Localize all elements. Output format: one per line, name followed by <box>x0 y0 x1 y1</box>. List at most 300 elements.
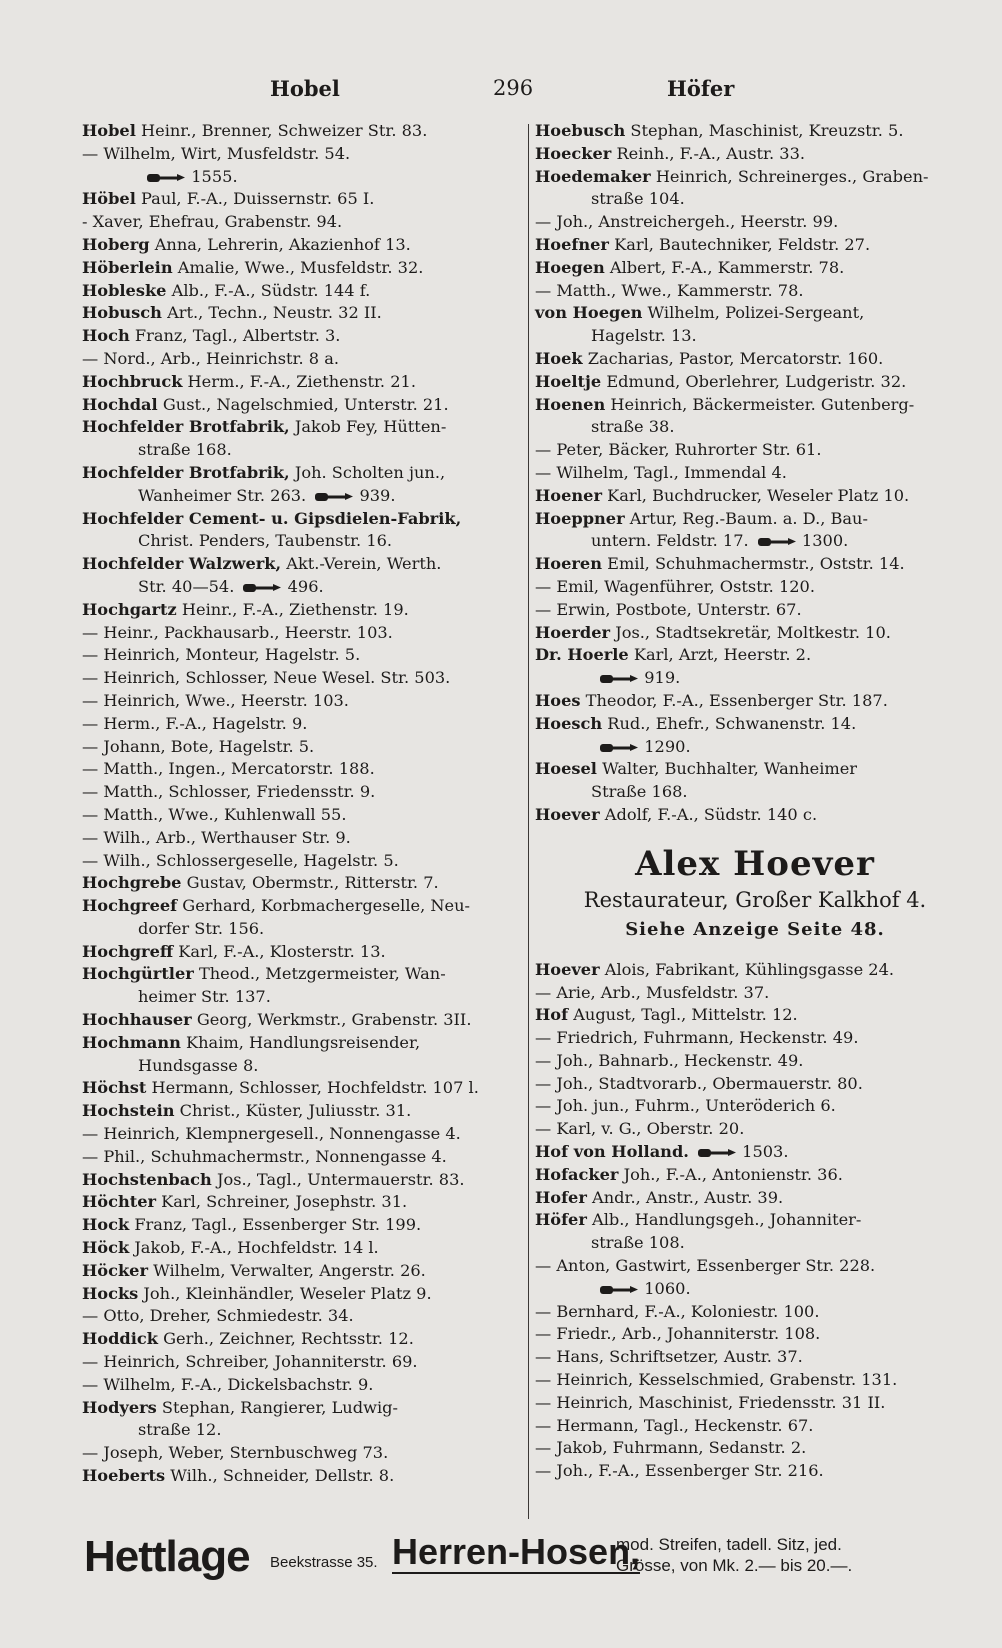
entry-text: — Heinrich, Maschinist, Friedensstr. 31 II. <box>535 1392 886 1412</box>
telephone-receiver-icon <box>314 490 354 503</box>
directory-entry <box>82 1305 522 1328</box>
entry-text: — Friedrich, Fuhrmann, Heckenstr. 49. <box>535 1028 859 1048</box>
entry-text: — Erwin, Postbote, Unterstr. 67. <box>535 599 802 619</box>
directory-entry <box>82 1283 522 1306</box>
entry-text: — Hermann, Tagl., Heckenstr. 67. <box>535 1415 814 1435</box>
directory-entry <box>82 257 522 280</box>
telephone-receiver-icon <box>599 741 639 754</box>
entry-text: Gust., Nagelschmied, Unterstr. 21. <box>157 394 449 414</box>
entry-text: straße 104. <box>591 189 685 209</box>
entry-text: Edmund, Oberlehrer, Ludgeristr. 32. <box>601 371 907 391</box>
directory-entry <box>535 1118 975 1141</box>
entry-text: — Heinrich, Kesselschmied, Grabenstr. 131. <box>535 1370 898 1390</box>
entry-text: Str. 40—54. <box>138 576 235 596</box>
entry-text: Jakob, F.-A., Hochfeldstr. 14 l. <box>129 1238 379 1258</box>
entry-text: Stephan, Rangierer, Ludwig- <box>156 1397 398 1417</box>
entry-text: Herm., F.-A., Ziethenstr. 21. <box>182 371 416 391</box>
entry-text: — Joh., Bahnarb., Heckenstr. 49. <box>535 1050 804 1070</box>
entry-text: Stephan, Maschinist, Kreuzstr. 5. <box>625 121 904 140</box>
directory-entry <box>535 1095 975 1118</box>
entry-name: Dr. Hoerle <box>535 645 629 665</box>
directory-entry <box>82 804 522 827</box>
footer-product: Herren-Hosen, <box>392 1531 641 1572</box>
entry-text: — Wilh., Schlossergeselle, Hagelstr. 5. <box>82 850 399 870</box>
entry-phone-number: 939. <box>359 485 396 505</box>
entry-name: Hobusch <box>82 303 162 323</box>
entry-text: — Joh., F.-A., Essenberger Str. 216. <box>535 1461 824 1481</box>
entry-name: Hoesel <box>535 759 597 779</box>
entry-text: straße 38. <box>591 417 675 437</box>
entry-text: — Joh., Anstreichergeh., Heerstr. 99. <box>535 212 839 232</box>
directory-entry <box>535 530 975 553</box>
directory-entry <box>535 599 975 622</box>
directory-entry <box>82 234 522 257</box>
footer-street: Beekstrasse 35. <box>270 1554 378 1571</box>
entry-name: Höcker <box>82 1260 148 1280</box>
directory-entry <box>535 280 975 303</box>
directory-entry <box>82 143 522 166</box>
directory-entry <box>82 439 522 462</box>
directory-entry <box>535 1301 975 1324</box>
directory-entry <box>535 439 975 462</box>
directory-entry <box>82 462 522 485</box>
entry-text: Wanheimer Str. 263. <box>138 485 307 505</box>
directory-entry <box>535 325 975 348</box>
entry-text: Joh. Scholten jun., <box>289 462 446 482</box>
directory-entry <box>82 872 522 895</box>
entry-text: Alb., F.-A., Südstr. 144 f. <box>166 280 371 300</box>
entry-text: Alois, Fabrikant, Kühlingsgasse 24. <box>599 959 895 979</box>
entry-text: Hundsgasse 8. <box>138 1055 259 1075</box>
directory-entry <box>82 302 522 325</box>
entry-name: Hochhauser <box>82 1010 192 1030</box>
entry-text: — Matth., Wwe., Kammerstr. 78. <box>535 280 804 300</box>
entry-text: — Heinr., Packhausarb., Heerstr. 103. <box>82 622 393 642</box>
ad-name: Alex Hoever <box>635 843 875 884</box>
entry-text: Gustav, Obermstr., Ritterstr. 7. <box>181 873 439 893</box>
directory-entry <box>82 713 522 736</box>
entry-phone-number: 496. <box>287 576 324 596</box>
directory-entry <box>535 462 975 485</box>
entry-text: untern. Feldstr. 17. <box>591 531 749 551</box>
directory-entry <box>82 736 522 759</box>
directory-entry <box>82 1169 522 1192</box>
entry-text: Art., Techn., Neustr. 32 II. <box>161 303 382 323</box>
entry-text: Alb., Handlungsgeh., Johanniter- <box>586 1210 862 1230</box>
entry-text: — Joseph, Weber, Sternbuschweg 73. <box>82 1443 389 1463</box>
directory-entry <box>535 257 975 280</box>
entry-text: — Karl, v. G., Oberstr. 20. <box>535 1119 745 1139</box>
directory-entry <box>82 1077 522 1100</box>
directory-entry <box>535 1187 975 1210</box>
footer-desc-line1: mod. Streifen, tadell. Sitz, jed. <box>616 1535 842 1554</box>
directory-entry <box>535 1392 975 1415</box>
directory-entry <box>535 1369 975 1392</box>
entry-name: Hobleske <box>82 280 167 300</box>
entry-name: Hochfelder Cement- u. Gipsdielen-Fabrik, <box>82 508 462 528</box>
entry-name: Hochmann <box>82 1032 181 1052</box>
directory-entry <box>82 644 522 667</box>
entry-text: dorfer Str. 156. <box>138 918 265 938</box>
entry-name: Hof <box>535 1005 569 1025</box>
ad-line: Restaurateur, Großer Kalkhof 4. <box>583 887 927 912</box>
directory-entry <box>82 827 522 850</box>
entry-text: Gerh., Zeichner, Rechtsstr. 12. <box>157 1329 414 1349</box>
entry-text: Gerhard, Korbmachergeselle, Neu- <box>177 896 471 916</box>
entry-name: Hochgreef <box>82 896 178 916</box>
entry-name: Hochgreff <box>82 941 174 961</box>
entry-name: Hoddick <box>82 1329 158 1349</box>
directory-entry <box>82 325 522 348</box>
entry-text: Georg, Werkmstr., Grabenstr. 3II. <box>191 1010 472 1030</box>
entry-name: Hobel <box>82 121 136 140</box>
entry-name: Höchst <box>82 1078 147 1098</box>
directory-entry <box>535 508 975 531</box>
entry-name: Hoek <box>535 348 583 368</box>
entry-text: Adolf, F.-A., Südstr. 140 c. <box>599 804 818 824</box>
entry-text: Karl, Schreiner, Josephstr. 31. <box>156 1192 408 1212</box>
entry-text: Albert, F.-A., Kammerstr. 78. <box>604 257 845 277</box>
column-divider <box>528 124 529 1519</box>
directory-entry <box>82 485 522 508</box>
directory-entry <box>82 576 522 599</box>
directory-entry <box>82 1237 522 1260</box>
entry-name: Hoedemaker <box>535 166 651 186</box>
entry-name: Hoever <box>535 959 600 979</box>
right-column-entries-bottom <box>535 959 975 1483</box>
directory-entry <box>535 758 975 781</box>
directory-entry <box>535 1027 975 1050</box>
entry-text: Zacharias, Pastor, Mercatorstr. 160. <box>582 348 884 368</box>
directory-entry <box>535 371 975 394</box>
directory-entry <box>82 986 522 1009</box>
directory-entry <box>82 394 522 417</box>
entry-name: Hochgürtler <box>82 964 194 984</box>
directory-entry <box>535 211 975 234</box>
entry-name: Höchter <box>82 1192 157 1212</box>
entry-text: Karl, Buchdrucker, Weseler Platz 10. <box>602 485 910 505</box>
entry-text: — Anton, Gastwirt, Essenberger Str. 228. <box>535 1256 876 1276</box>
entry-text: — Phil., Schuhmachermstr., Nonnengasse 4. <box>82 1146 447 1166</box>
directory-entry <box>535 1255 975 1278</box>
entry-text: Christ., Küster, Juliusstr. 31. <box>174 1101 412 1121</box>
directory-entry <box>82 530 522 553</box>
entry-text: Heinr., Brenner, Schweizer Str. 83. <box>135 121 428 140</box>
entry-text: — Friedr., Arb., Johanniterstr. 108. <box>535 1324 821 1344</box>
entry-text: Walter, Buchhalter, Wanheimer <box>596 759 858 779</box>
directory-entry <box>535 348 975 371</box>
telephone-receiver-icon <box>242 581 282 594</box>
entry-text: Wilhelm, Polizei-Sergeant, <box>642 303 865 323</box>
entry-text: Hagelstr. 13. <box>591 326 697 346</box>
directory-entry <box>535 1460 975 1483</box>
entry-text: straße 108. <box>591 1233 685 1253</box>
entry-name: Hoefner <box>535 234 609 254</box>
directory-entry <box>82 553 522 576</box>
directory-entry <box>82 1351 522 1374</box>
directory-entry <box>82 963 522 986</box>
entry-name: Hochstenbach <box>82 1169 212 1189</box>
entry-name: Höck <box>82 1238 130 1258</box>
directory-entry <box>535 690 975 713</box>
entry-text: — Matth., Wwe., Kuhlenwall 55. <box>82 804 347 824</box>
entry-name: Hoebusch <box>535 121 626 140</box>
directory-entry <box>82 850 522 873</box>
entry-text: — Nord., Arb., Heinrichstr. 8 a. <box>82 348 340 368</box>
entry-name: Hoes <box>535 690 581 710</box>
footer-advertisement <box>84 1530 964 1600</box>
entry-phone-number: 919. <box>644 668 681 688</box>
directory-entry <box>82 895 522 918</box>
right-column <box>535 120 975 1483</box>
directory-entry <box>82 918 522 941</box>
directory-entry <box>82 1419 522 1442</box>
entry-text: — Bernhard, F.-A., Koloniestr. 100. <box>535 1301 820 1321</box>
entry-text: — Emil, Wagenführer, Oststr. 120. <box>535 576 815 596</box>
entry-name: Hochfelder Brotfabrik, <box>82 417 290 437</box>
entry-name: Hoberg <box>82 234 150 254</box>
directory-entry <box>535 120 975 143</box>
directory-entry <box>535 1004 975 1027</box>
entry-name: Hoeppner <box>535 508 625 528</box>
directory-entry <box>82 1328 522 1351</box>
entry-phone-number: 1503. <box>742 1142 789 1162</box>
entry-name: Hoerder <box>535 622 611 642</box>
entry-name: Höfer <box>535 1210 587 1230</box>
page-number: 296 <box>493 76 534 100</box>
entry-text: Straße 168. <box>591 782 688 802</box>
directory-entry <box>82 508 522 531</box>
entry-text: Karl, Bautechniker, Feldstr. 27. <box>608 234 871 254</box>
entry-name: Hoecker <box>535 143 612 163</box>
directory-entry <box>82 1442 522 1465</box>
directory-entry <box>82 1397 522 1420</box>
telephone-receiver-icon <box>757 535 797 548</box>
entry-text: — Arie, Arb., Musfeldstr. 37. <box>535 982 770 1002</box>
directory-entry <box>535 982 975 1005</box>
directory-entry <box>535 1050 975 1073</box>
entry-name: Hock <box>82 1215 130 1235</box>
directory-entry <box>82 1146 522 1169</box>
entry-text: — Herm., F.-A., Hagelstr. 9. <box>82 713 308 733</box>
entry-name: Hoeltje <box>535 371 602 391</box>
entry-name: Hochfelder Brotfabrik, <box>82 462 290 482</box>
entry-text: — Joh., Stadtvorarb., Obermauerstr. 80. <box>535 1073 863 1093</box>
entry-text: — Heinrich, Schreiber, Johanniterstr. 69. <box>82 1352 418 1372</box>
entry-text: Karl, Arzt, Heerstr. 2. <box>628 645 812 665</box>
telephone-receiver-icon <box>599 1283 639 1296</box>
entry-name: Hoener <box>535 485 602 505</box>
entry-text: Franz, Tagl., Essenberger Str. 199. <box>129 1215 422 1235</box>
entry-name: Hof von Holland. <box>535 1142 689 1162</box>
entry-name: Hochgartz <box>82 599 177 619</box>
telephone-receiver-icon <box>697 1146 737 1159</box>
directory-entry <box>535 485 975 508</box>
entry-text: straße 168. <box>138 440 232 460</box>
entry-text: Andr., Anstr., Austr. 39. <box>586 1187 784 1207</box>
directory-entry <box>82 120 522 143</box>
entry-name: Hochgrebe <box>82 873 182 893</box>
directory-entry <box>82 166 522 189</box>
directory-entry <box>82 1055 522 1078</box>
entry-text: — Heinrich, Wwe., Heerstr. 103. <box>82 690 349 710</box>
entry-name: Hoch <box>82 326 130 346</box>
directory-entry <box>535 143 975 166</box>
page-header <box>85 76 957 110</box>
entry-text: straße 12. <box>138 1420 222 1440</box>
entry-text: Jakob Fey, Hütten- <box>289 417 447 437</box>
entry-text: — Heinrich, Schlosser, Neue Wesel. Str. 503. <box>82 668 451 688</box>
directory-entry <box>535 302 975 325</box>
directory-entry <box>82 1123 522 1146</box>
entry-text: Heinr., F.-A., Ziethenstr. 19. <box>176 599 409 619</box>
entry-name: Höbel <box>82 189 136 209</box>
directory-entry <box>535 166 975 189</box>
entry-text: Rud., Ehefr., Schwanenstr. 14. <box>602 713 857 733</box>
entry-text: Akt.-Verein, Werth. <box>281 554 442 574</box>
directory-entry <box>535 667 975 690</box>
entry-text: Theod., Metzgermeister, Wan- <box>193 964 446 984</box>
directory-entry <box>535 713 975 736</box>
directory-entry <box>82 599 522 622</box>
entry-name: Hofer <box>535 1187 587 1207</box>
directory-entry <box>82 416 522 439</box>
entry-text: — Joh. jun., Fuhrm., Unteröderich 6. <box>535 1096 836 1116</box>
right-column-entries-top <box>535 120 975 827</box>
entry-text: Karl, F.-A., Klosterstr. 13. <box>173 941 386 961</box>
directory-entry <box>535 1415 975 1438</box>
directory-entry <box>82 1032 522 1055</box>
entry-name: Hocks <box>82 1283 139 1303</box>
entry-text: heimer Str. 137. <box>138 987 271 1007</box>
directory-entry <box>535 804 975 827</box>
directory-entry <box>82 781 522 804</box>
directory-entry <box>82 941 522 964</box>
entry-text: August, Tagl., Mittelstr. 12. <box>568 1005 798 1025</box>
entry-text: - Xaver, Ehefrau, Grabenstr. 94. <box>82 212 343 232</box>
entry-text: — Heinrich, Klempnergesell., Nonnengasse 4. <box>82 1124 461 1144</box>
directory-entry <box>82 371 522 394</box>
directory-entry <box>535 1073 975 1096</box>
directory-entry <box>82 622 522 645</box>
entry-text: — Matth., Ingen., Mercatorstr. 188. <box>82 759 375 779</box>
directory-entry <box>535 1232 975 1255</box>
footer-brand: Hettlage <box>84 1532 250 1581</box>
directory-entry <box>535 1141 975 1164</box>
entry-text: — Wilhelm, Wirt, Musfeldstr. 54. <box>82 143 351 163</box>
directory-entry <box>535 1437 975 1460</box>
entry-name: Hoever <box>535 804 600 824</box>
directory-entry <box>82 211 522 234</box>
entry-text: Hermann, Schlosser, Hochfeldstr. 107 l. <box>146 1078 479 1098</box>
entry-name: Hoeren <box>535 554 602 574</box>
directory-entry <box>535 1164 975 1187</box>
entry-name: Höberlein <box>82 257 173 277</box>
directory-entry <box>535 781 975 804</box>
directory-entry <box>535 644 975 667</box>
entry-name: Hochfelder Walzwerk, <box>82 554 282 574</box>
entry-name: von Hoegen <box>535 303 643 323</box>
entry-text: — Otto, Dreher, Schmiedestr. 34. <box>82 1306 354 1326</box>
entry-phone-number: 1300. <box>801 531 849 551</box>
directory-entry <box>535 416 975 439</box>
directory-entry <box>82 188 522 211</box>
directory-entry <box>82 1465 522 1488</box>
directory-entry <box>535 1323 975 1346</box>
entry-text: Anna, Lehrerin, Akazienhof 13. <box>149 234 411 254</box>
entry-text: Franz, Tagl., Albertstr. 3. <box>129 326 341 346</box>
entry-name: Hoegen <box>535 257 605 277</box>
header-left-keyword: Hobel <box>270 76 340 101</box>
entry-text: — Hans, Schriftsetzer, Austr. 37. <box>535 1347 803 1367</box>
entry-text: — Peter, Bäcker, Ruhrorter Str. 61. <box>535 440 822 460</box>
entry-phone-number: 1060. <box>644 1278 691 1298</box>
directory-entry <box>82 1214 522 1237</box>
directory-entry <box>535 188 975 211</box>
entry-text: Christ. Penders, Taubenstr. 16. <box>138 531 393 551</box>
directory-entry <box>535 553 975 576</box>
entry-name: Hodyers <box>82 1397 157 1417</box>
directory-entry <box>535 1346 975 1369</box>
entry-text: Joh., Kleinhändler, Weseler Platz 9. <box>138 1283 432 1303</box>
entry-name: Hoenen <box>535 394 606 414</box>
directory-entry <box>82 667 522 690</box>
entry-text: Heinrich, Bäckermeister. Gutenberg- <box>605 394 915 414</box>
entry-text: Artur, Reg.-Baum. a. D., Bau- <box>624 508 868 528</box>
entry-text: Heinrich, Schreinerges., Graben- <box>650 166 929 186</box>
directory-entry <box>535 1209 975 1232</box>
entry-text: — Wilhelm, F.-A., Dickelsbachstr. 9. <box>82 1374 374 1394</box>
entry-text: Emil, Schuhmachermstr., Oststr. 14. <box>602 554 905 574</box>
footer-desc-line2: Grösse, von Mk. 2.— bis 20.—. <box>616 1556 853 1575</box>
directory-entry <box>82 690 522 713</box>
entry-text: — Heinrich, Monteur, Hagelstr. 5. <box>82 645 361 665</box>
entry-text: — Wilh., Arb., Werthauser Str. 9. <box>82 827 351 847</box>
directory-entry <box>535 394 975 417</box>
entry-phone-number: 1290. <box>644 736 691 756</box>
telephone-receiver-icon <box>146 171 186 184</box>
entry-name: Hochbruck <box>82 371 183 391</box>
entry-phone-number: 1555. <box>191 166 238 186</box>
directory-entry <box>535 736 975 759</box>
directory-entry <box>82 280 522 303</box>
entry-text: — Johann, Bote, Hagelstr. 5. <box>82 736 315 756</box>
directory-entry <box>535 959 975 982</box>
entry-text: Wilhelm, Verwalter, Angerstr. 26. <box>148 1260 426 1280</box>
entry-text: Amalie, Wwe., Musfeldstr. 32. <box>172 257 424 277</box>
directory-entry <box>82 1260 522 1283</box>
ad-note: Siehe Anzeige Seite 48. <box>625 918 885 940</box>
entry-name: Hofacker <box>535 1164 619 1184</box>
header-right-keyword: Höfer <box>667 76 735 101</box>
advertisement <box>535 843 975 945</box>
entry-name: Hoesch <box>535 713 603 733</box>
entry-name: Hochdal <box>82 394 158 414</box>
entry-text: Wilh., Schneider, Dellstr. 8. <box>165 1466 395 1486</box>
directory-entry <box>535 622 975 645</box>
directory-entry <box>535 1278 975 1301</box>
left-column <box>82 120 522 1488</box>
entry-text: Theodor, F.-A., Essenberger Str. 187. <box>580 690 888 710</box>
entry-text: Joh., F.-A., Antonienstr. 36. <box>618 1164 843 1184</box>
directory-entry <box>82 1100 522 1123</box>
entry-text: Reinh., F.-A., Austr. 33. <box>611 143 806 163</box>
directory-entry <box>82 1374 522 1397</box>
directory-entry <box>535 576 975 599</box>
directory-entry <box>535 234 975 257</box>
entry-text: — Jakob, Fuhrmann, Sedanstr. 2. <box>535 1438 807 1458</box>
entry-text: — Wilhelm, Tagl., Immendal 4. <box>535 462 787 482</box>
